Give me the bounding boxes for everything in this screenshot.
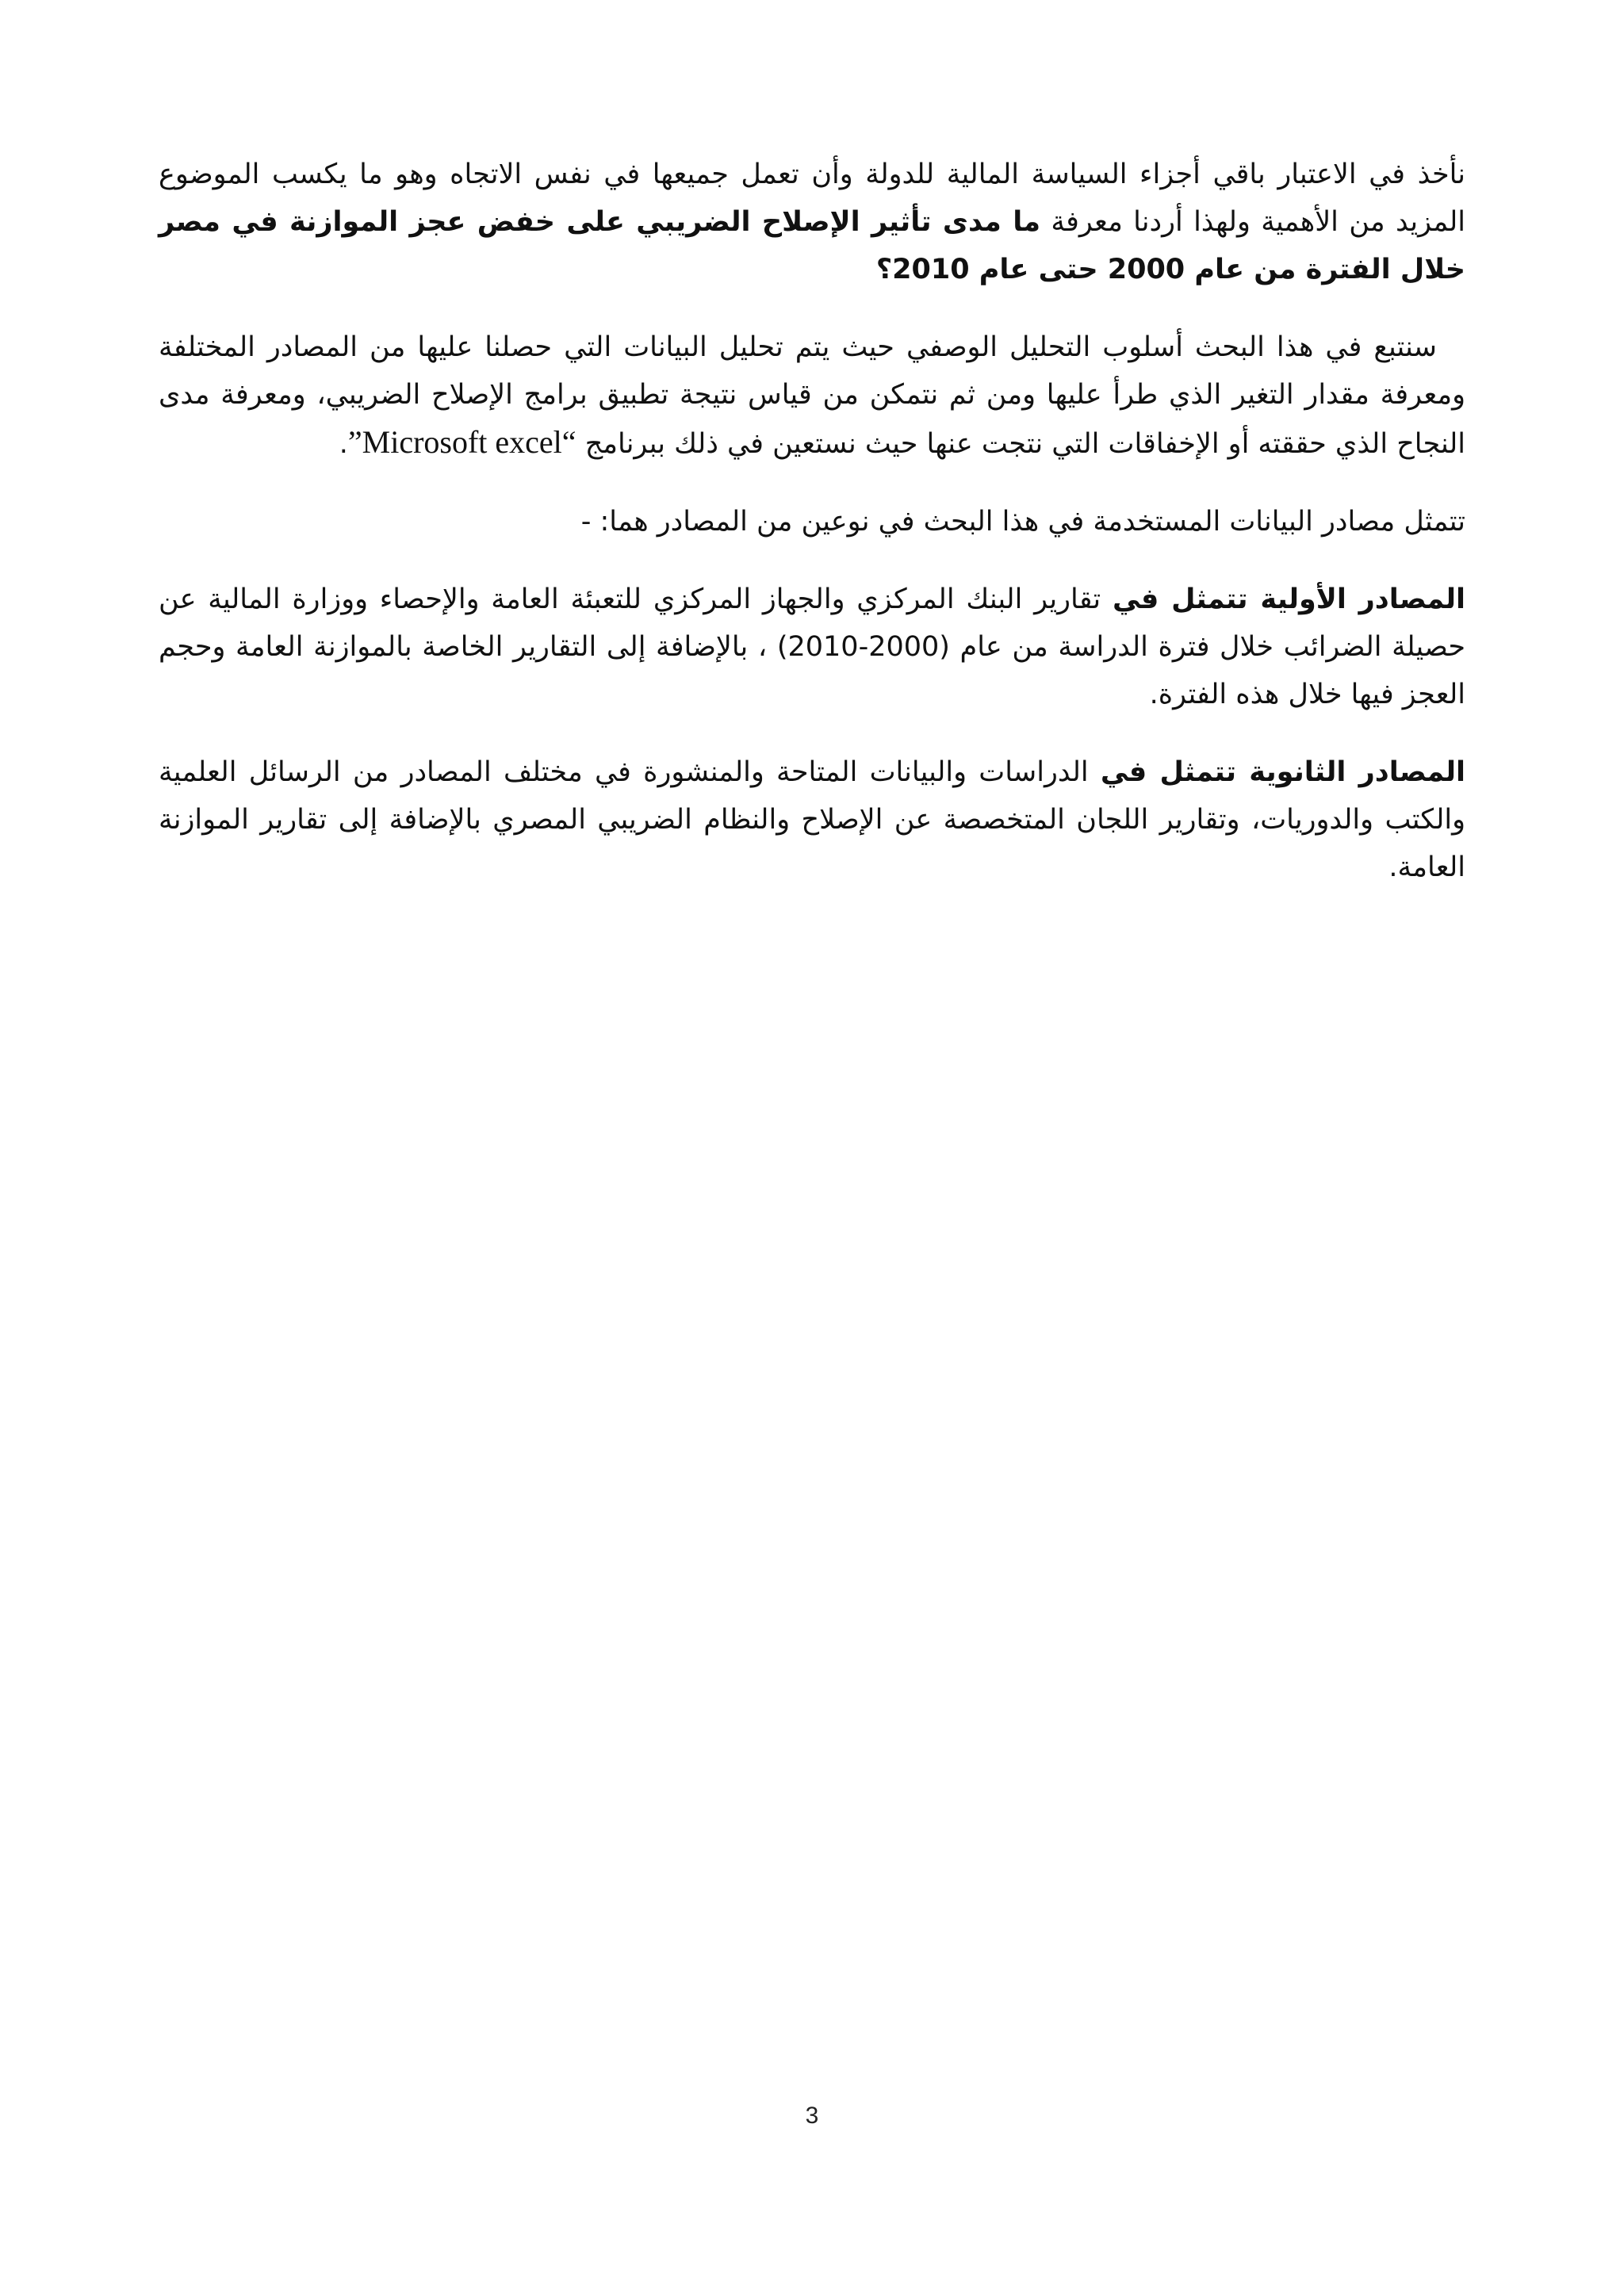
document-body bbox=[159, 151, 1465, 921]
secondary-sources-heading: المصادر الثانوية تتمثل في bbox=[1100, 756, 1466, 788]
paragraph-research-question bbox=[159, 151, 1465, 293]
paragraph-text: نأخذ في الاعتبار باقي أجزاء السياسة المالية للدولة وأن تعمل جميعها في نفس الاتجاه وهو ما يكسب الموضوع المزيد من الأهمية ولهذا أردنا معرفة bbox=[159, 159, 1465, 238]
paragraph-text: تقارير البنك المركزي والجهاز المركزي للتعبئة العامة والإحصاء ووزارة المالية عن حصيلة الضرائب خلال فترة الدراسة من عام (2000-2010) ، بالإضافة إلى التقارير الخاصة بالموازنة العامة وحجم العجز فيها خلال هذه الفترة. bbox=[159, 584, 1466, 710]
paragraph-text: الدراسات والبيانات المتاحة والمنشورة في مختلف المصادر من الرسائل العلمية والكتب والدوريات، وتقارير اللجان المتخصصة عن الإصلاح والنظام الضريبي المصري بالإضافة إلى تقارير الموازنة العامة. bbox=[159, 756, 1465, 883]
research-question-bold: ما مدى تأثير الإصلاح الضريبي على خفض عجز الموازنة في مصر خلال الفترة من عام 2000 حتى عام 2010؟ bbox=[159, 206, 1465, 285]
software-name: “Microsoft excel” bbox=[347, 424, 576, 460]
paragraph-secondary-sources bbox=[159, 748, 1465, 891]
paragraph-data-sources-intro bbox=[159, 498, 1465, 545]
paragraph-methodology bbox=[159, 323, 1465, 468]
paragraph-text-end: . bbox=[339, 428, 348, 460]
paragraph-text: تتمثل مصادر البيانات المستخدمة في هذا البحث في نوعين من المصادر هما: - bbox=[580, 506, 1465, 538]
paragraph-text: سنتبع في هذا البحث أسلوب التحليل الوصفي حيث يتم تحليل البيانات التي حصلنا عليها من المصادر المختلفة ومعرفة مقدار التغير الذي طرأ عليها ومن ثم نتمكن من قياس نتيجة تطبيق برامج الإصلاح الضريبي، ومعرفة مدى النجاح الذي حققته أو الإخفاقات التي نتجت عنها حيث نستعين في ذلك ببرنامج bbox=[159, 331, 1465, 460]
page-number: 3 bbox=[805, 2103, 819, 2129]
primary-sources-heading: المصادر الأولية تتمثل في bbox=[1112, 584, 1465, 615]
paragraph-primary-sources bbox=[159, 576, 1465, 718]
